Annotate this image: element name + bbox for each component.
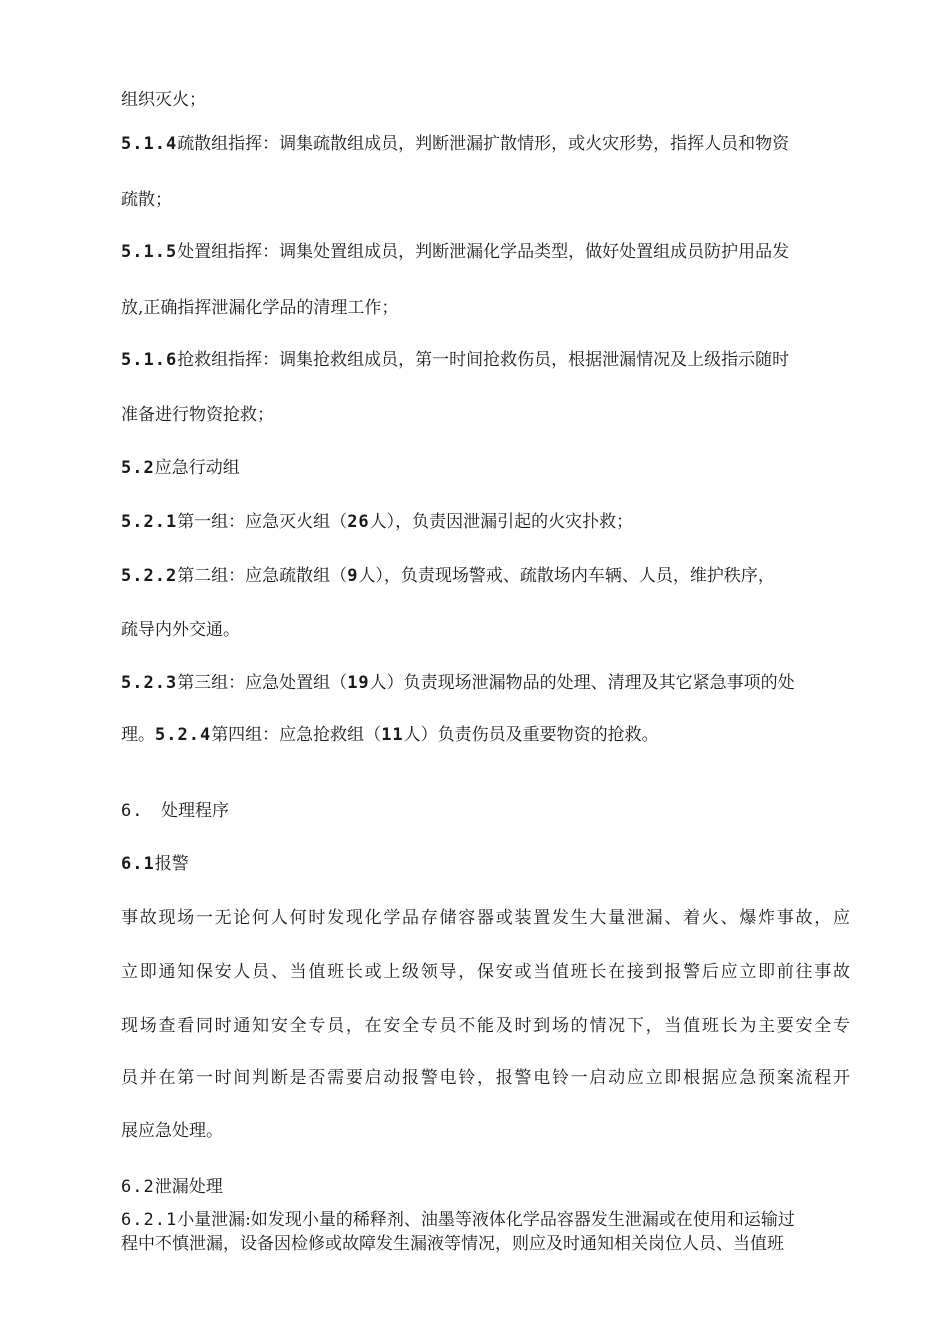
line-text: 立即通知保安人员、当值班长或上级领导，保安或当值班长在接到报警后应立即前往事故 — [121, 962, 850, 982]
clause-text: 人）负责伤员及重要物资的抢救。 — [403, 725, 659, 745]
clause-5-1-5 — [121, 241, 850, 263]
line-text: 准备进行物资抢救； — [121, 405, 274, 425]
clause-number: 5.1.6 — [121, 350, 178, 370]
paragraph-line — [121, 1120, 850, 1142]
clause-text: 第一组：应急灭火组（ — [177, 512, 348, 532]
clause-number: 6.2.1 — [121, 1210, 178, 1230]
member-count: 11 — [381, 725, 404, 745]
paragraph-line — [121, 961, 850, 983]
section-6-heading — [121, 800, 850, 822]
text-line — [121, 297, 850, 319]
line-text: 事故现场一无论何人何时发现化学品存储容器或装置发生大量泄漏、着火、爆炸事故，应 — [121, 908, 850, 928]
section-title: 应急行动组 — [154, 458, 240, 478]
clause-number: 5.1.5 — [121, 242, 178, 262]
clause-number: 5.1.4 — [121, 134, 178, 154]
section-title: 报警 — [154, 854, 189, 874]
clause-text: 疏散组指挥：调集疏散组成员，判断泄漏扩散情形，或火灾形势，指挥人员和物资 — [177, 134, 790, 154]
clause-text: 抢救组指挥：调集抢救组成员，第一时间抢救伤员，根据泄漏情况及上级指示随时 — [177, 350, 790, 370]
section-number: 5.2 — [121, 458, 155, 478]
paragraph-line — [121, 1067, 850, 1089]
text-line — [121, 404, 850, 426]
paragraph-line — [121, 1015, 850, 1037]
clause-text: 第四组：应急抢救组（ — [211, 725, 382, 745]
clause-5-1-6 — [121, 349, 850, 371]
clause-number: 5.2.1 — [121, 512, 178, 532]
text-line — [121, 189, 850, 211]
clause-text: 第三组：应急处置组（ — [177, 673, 348, 693]
section-number: 6.1 — [121, 854, 155, 874]
line-text: 疏导内外交通。 — [121, 620, 240, 640]
section-title: 泄漏处理 — [154, 1177, 223, 1197]
section-number: 6.2 — [121, 1177, 155, 1197]
clause-text: 处置组指挥：调集处置组成员，判断泄漏化学品类型，做好处置组成员防护用品发 — [177, 242, 790, 262]
section-title: 处理程序 — [161, 801, 229, 821]
line-text: 员并在第一时间判断是否需要启动报警电铃，报警电铃一启动应立即根据应急预案流程开 — [121, 1068, 850, 1088]
line-text: 组织灭火； — [121, 90, 206, 110]
clause-text: 人），负责现场警戒、疏散场内车辆、人员，维护秩序， — [358, 566, 775, 586]
clause-5-2-2 — [121, 565, 850, 587]
clause-text: 第二组：应急疏散组（ — [177, 566, 348, 586]
text-line — [121, 619, 850, 641]
line-text: 展应急处理。 — [121, 1121, 223, 1141]
paragraph-line — [121, 1233, 850, 1255]
section-6-2 — [121, 1176, 850, 1198]
clause-number: 5.2.4 — [155, 725, 212, 745]
member-count: 9 — [347, 566, 359, 586]
clause-5-2-3 — [121, 672, 850, 694]
line-text: 放,正确指挥泄漏化学品的清理工作； — [121, 298, 399, 318]
clause-text: 人），负责因泄漏引起的火灾扑救； — [369, 512, 634, 532]
text-line — [121, 89, 850, 111]
clause-5-1-4 — [121, 133, 850, 155]
line-text: 程中不慎泄漏，设备因检修或故障发生漏液等情况，则应及时通知相关岗位人员、当值班 — [121, 1234, 784, 1254]
paragraph-line — [121, 907, 850, 929]
section-number: 6. — [121, 801, 144, 821]
line-text: 现场查看同时通知安全专员，在安全专员不能及时到场的情况下，当值班长为主要安全专 — [121, 1016, 850, 1036]
clause-5-2-4 — [121, 724, 850, 746]
clause-text: 小量泄漏:如发现小量的稀释剂、油墨等液体化学品容器发生泄漏或在使用和运输过 — [177, 1210, 795, 1230]
member-count: 26 — [347, 512, 370, 532]
clause-text: 理。 — [121, 725, 155, 745]
clause-text: 人）负责现场泄漏物品的处理、清理及其它紧急事项的处 — [369, 673, 795, 693]
line-text: 疏散； — [121, 190, 172, 210]
section-5-2 — [121, 457, 850, 479]
section-6-1 — [121, 853, 850, 875]
clause-number: 5.2.2 — [121, 566, 178, 586]
clause-number: 5.2.3 — [121, 673, 178, 693]
clause-6-2-1 — [121, 1209, 850, 1231]
clause-5-2-1 — [121, 511, 850, 533]
member-count: 19 — [347, 673, 370, 693]
